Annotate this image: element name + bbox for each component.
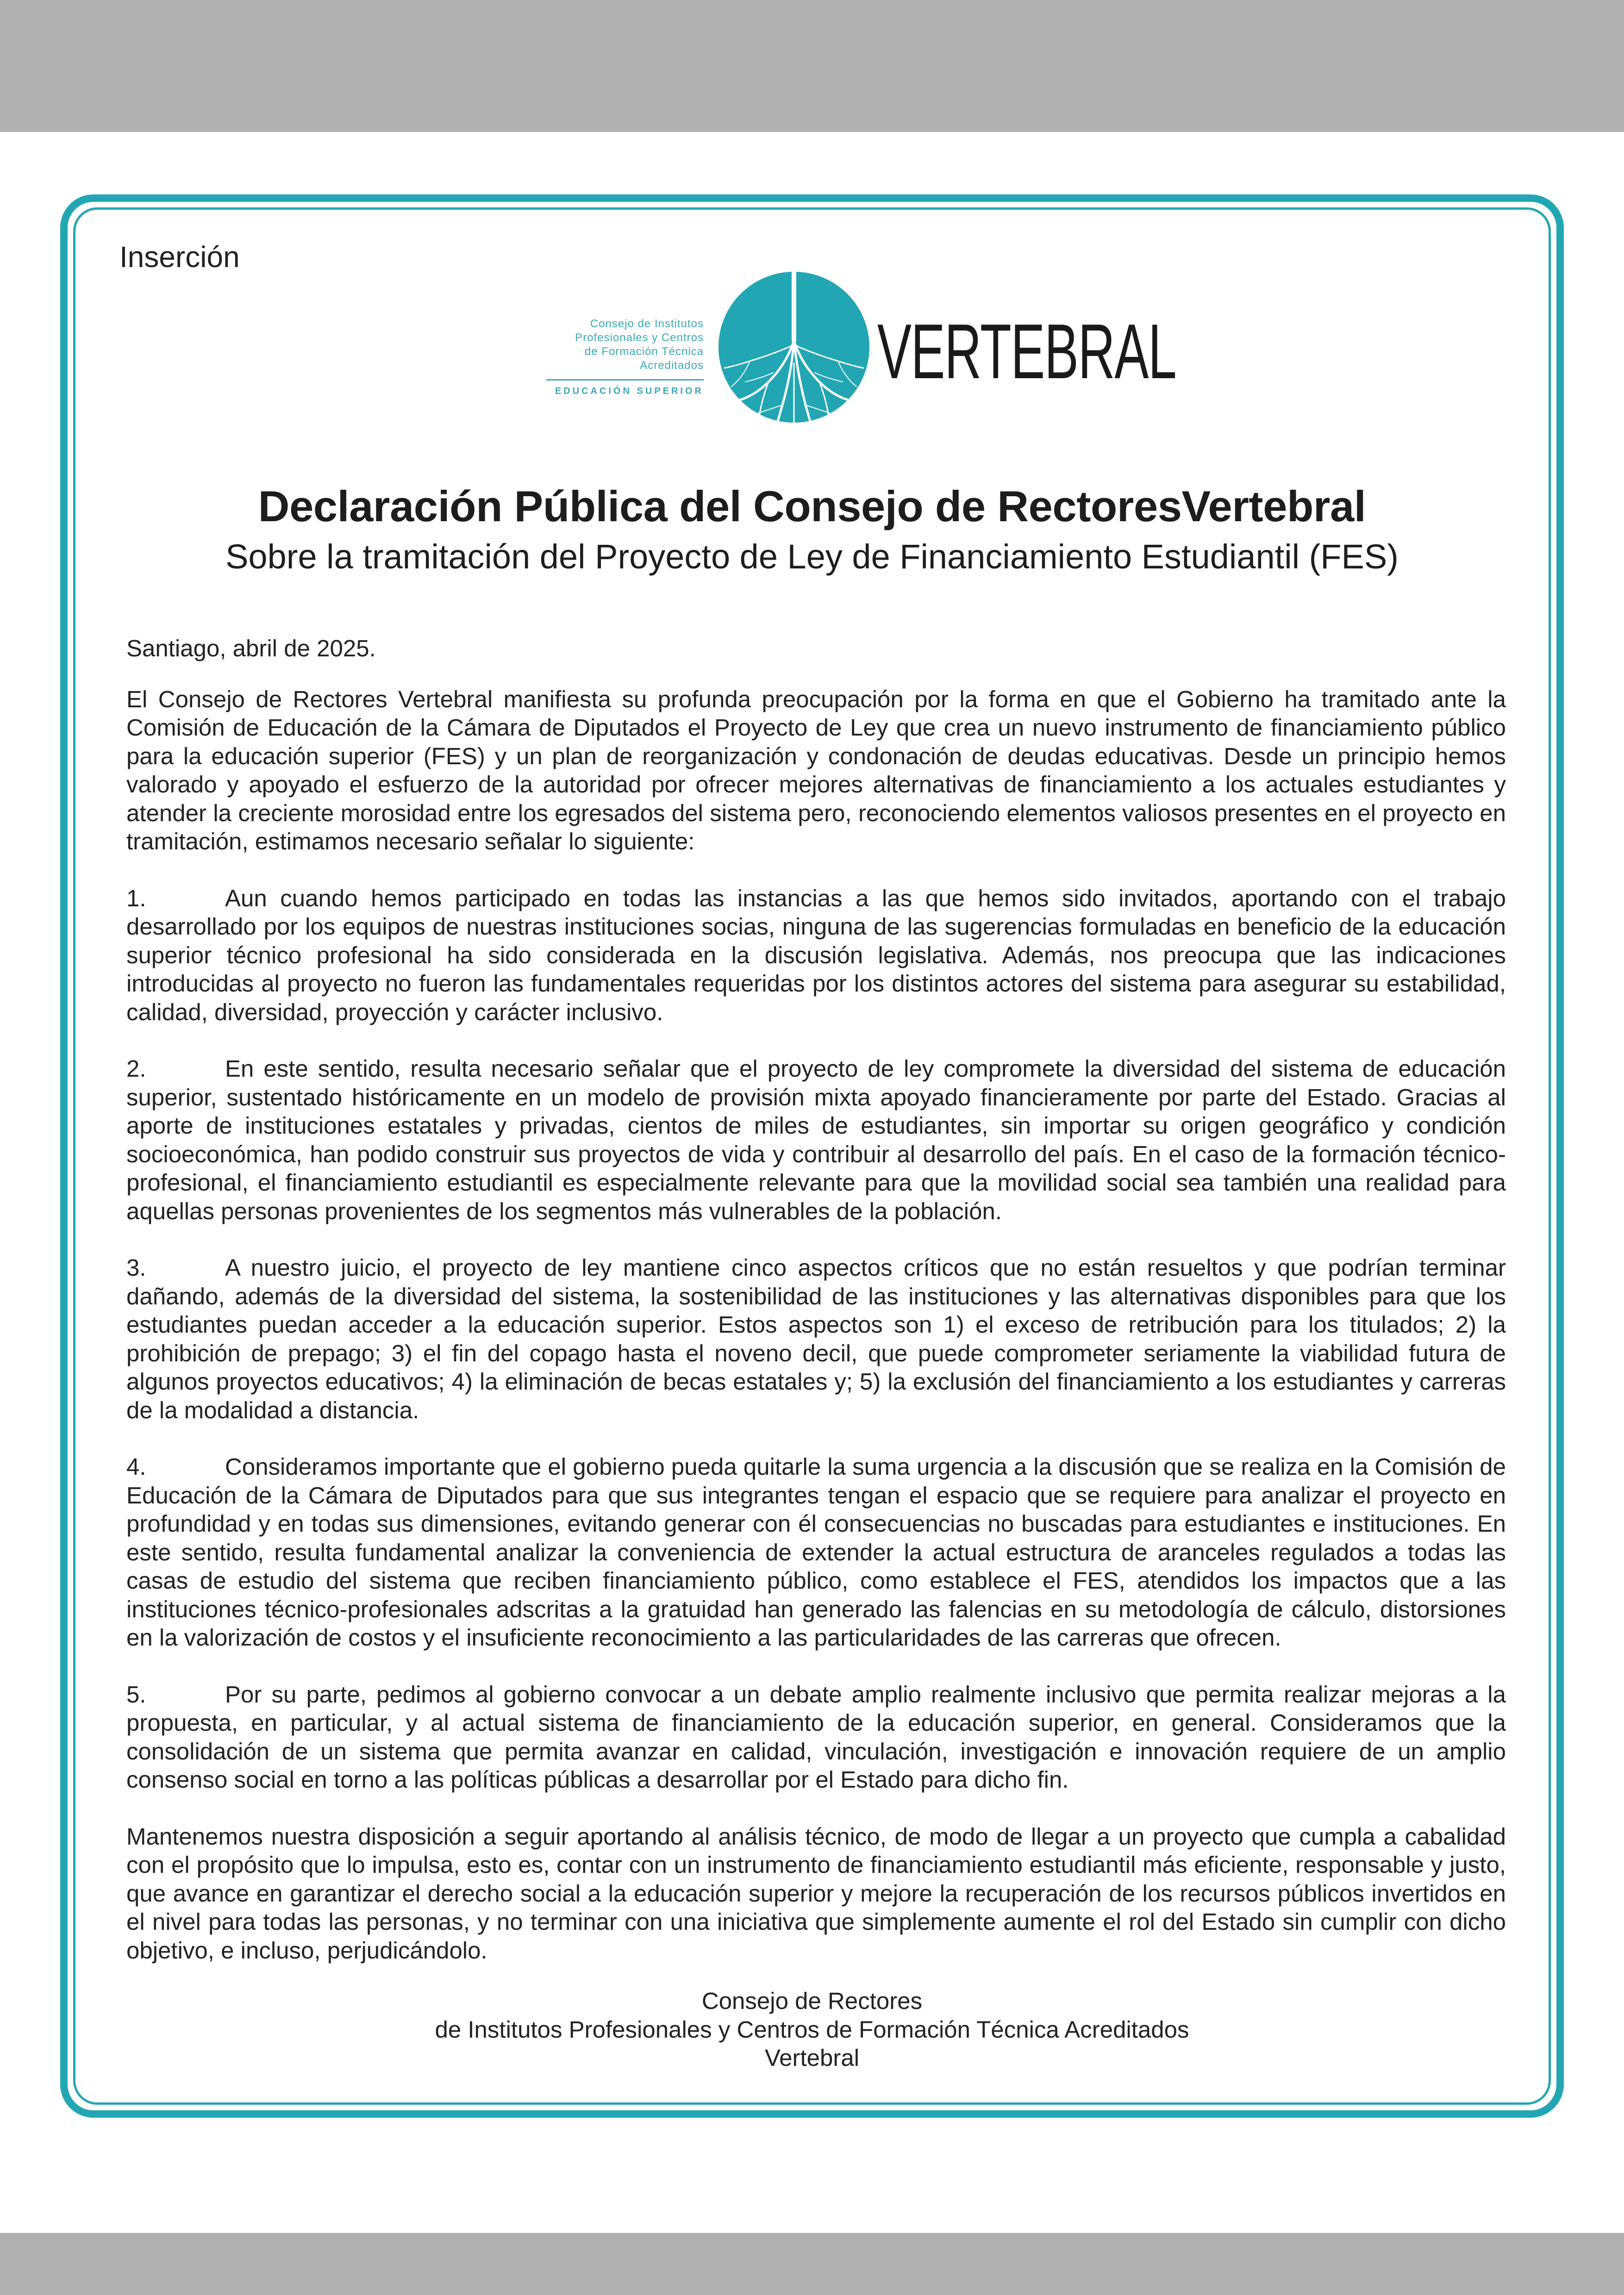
point-item (126, 1054, 1506, 1225)
signature-line: Consejo de Rectores (701, 1988, 923, 2014)
logo-wordmark: VERTEBRAL (877, 308, 1176, 395)
logo-tagline (546, 317, 704, 398)
point-item (126, 1453, 1506, 1652)
point-number: 2. (126, 1055, 146, 1082)
page-title: Declaración Pública del Consejo de RectoresVertebral (258, 482, 1366, 530)
point-number: 3. (126, 1254, 146, 1281)
insercion-label: Inserción (119, 240, 240, 274)
signature-block (0, 1987, 1624, 2072)
point-item (126, 1254, 1506, 1424)
point-item (126, 1680, 1506, 1794)
point-item (126, 884, 1506, 1027)
point-text: Consideramos importante que el gobierno pueda quitarle la suma urgencia a la discusión que se realiza en la Comisión de Educación de la Cámara de Diputados para que sus integrantes tengan el espacio que se requiere para analizar el proyecto en profundidad y en todas sus dimensiones, evitando generar con él consecuencias no buscadas para estudiantes e instituciones. En este sentido, resulta fundamental analizar la conveniencia de extender la actual estructura de aranceles regulados a todas las casas de estudio del sistema que reciben financiamiento público, como establece el FES, atendidos los impactos que a las instituciones técnico-profesionales adscritas a la gratuidad han generado las falencias en su metodología de cálculo, distorsiones en la valorización de costos y el insuficiente reconocimiento a las particularidades de las carreras que ofrecen. (126, 1453, 1506, 1651)
point-text: Aun cuando hemos participado en todas las instancias a las que hemos sido invitados, aportando con el trabajo desarrollado por los equipos de nuestras instituciones socias, ninguna de las sugerencias formuladas en beneficio de la educación superior técnico profesional ha sido considerada en la discusión legislativa. Además, nos preocupa que las indicaciones introducidas al proyecto no fueron las fundamentales requeridas por los distintos actores del sistema para asegurar su estabilidad, calidad, diversidad, proyección y carácter inclusivo. (126, 885, 1506, 1025)
point-text: Por su parte, pedimos al gobierno convocar a un debate amplio realmente inclusivo que permita realizar mejoras a la propuesta, en particular, y al actual sistema de financiamiento de la educación superior, en general. Consideramos que la consolidación de un sistema que permita avanzar en calidad, vinculación, investigación e innovación requiere de un amplio consenso social en torno a las políticas públicas a desarrollar por el Estado para dicho fin. (126, 1681, 1506, 1793)
page-subtitle: Sobre la tramitación del Proyecto de Ley de Financiamiento Estudiantil (FES) (225, 537, 1399, 576)
logo-tagline-line: Consejo de Institutos (590, 318, 704, 330)
point-text: En este sentido, resulta necesario señalar que el proyecto de ley compromete la diversidad del sistema de educación superior, sustentado históricamente en un modelo de provisión mixta apoyado financieramente por parte del Estado. Gracias al aporte de instituciones estatales y privadas, cientos de miles de estudiantes, sin importar su origen geográfico y condición socioeconómica, han podido construir sus proyectos de vida y contribuir al desarrollo del país. En el caso de la formación técnico-profesional, el financiamiento estudiantil es especialmente relevante para que la movilidad social sea también una realidad para aquellas personas provenientes de los segmentos más vulnerables de la población. (126, 1055, 1506, 1224)
point-number: 5. (126, 1681, 146, 1708)
bottom-margin-band (0, 2233, 1624, 2295)
tree-roots-circle-icon (718, 271, 870, 424)
date-line: Santiago, abril de 2025. (126, 635, 376, 661)
logo-tagline-line: de Formación Técnica (585, 345, 704, 358)
point-number: 4. (126, 1453, 146, 1480)
signature-line: de Institutos Profesionales y Centros de Formación Técnica Acreditados (435, 2016, 1189, 2043)
vertebral-logo (546, 271, 1176, 428)
point-number: 1. (126, 885, 146, 911)
logo-tagline-sub: EDUCACIÓN SUPERIOR (546, 379, 704, 398)
intro-paragraph: El Consejo de Rectores Vertebral manifiesta su profunda preocupación por la forma en que el Gobierno ha tramitado ante la Comisión de Educación de la Cámara de Diputados el Proyecto de Ley que crea un nuevo instrumento de financiamiento público para la educación superior (FES) y un plan de reorganización y condonación de deudas educativas. Desde un principio hemos valorado y apoyado el esfuerzo de la autoridad por ofrecer mejores alternativas de financiamiento a los actuales estudiantes y atender la creciente morosidad entre los egresados del sistema pero, reconociendo elementos valiosos presentes en el proyecto en tramitación, estimamos necesario señalar lo siguiente: (126, 686, 1506, 854)
document-body (126, 634, 1506, 1993)
top-margin-band (0, 0, 1624, 132)
point-text: A nuestro juicio, el proyecto de ley mantiene cinco aspectos críticos que no están resueltos y que podrían terminar dañando, además de la diversidad del sistema, la sostenibilidad de las instituciones y las alternativas disponibles para que los estudiantes puedan acceder a la educación superior. Estos aspectos son 1) el exceso de retribución para los titulados; 2) la prohibición de prepago; 3) el fin del copago hasta el noveno decil, que puede comprometer seriamente la viabilidad futura de algunos proyectos educativos; 4) la eliminación de becas estatales y; 5) la exclusión del financiamiento a los estudiantes y carreras de la modalidad a distancia. (126, 1254, 1506, 1423)
closing-paragraph: Mantenemos nuestra disposición a seguir aportando al análisis técnico, de modo de llegar a un proyecto que cumpla a cabalidad con el propósito que lo impulsa, esto es, contar con un instrumento de financiamiento estudiantil más eficiente, responsable y justo, que avance en garantizar el derecho social a la educación superior y mejore la recuperación de los recursos públicos invertidos en el nivel para todas las personas, y no terminar con una iniciativa que simplemente aumente el rol del Estado sin cumplir con dicho objetivo, e incluso, perjudicándolo. (126, 1823, 1506, 1964)
logo-tagline-line: Profesionales y Centros (575, 331, 704, 344)
logo-tagline-line: Acreditados (640, 359, 704, 372)
signature-line: Vertebral (764, 2045, 860, 2071)
